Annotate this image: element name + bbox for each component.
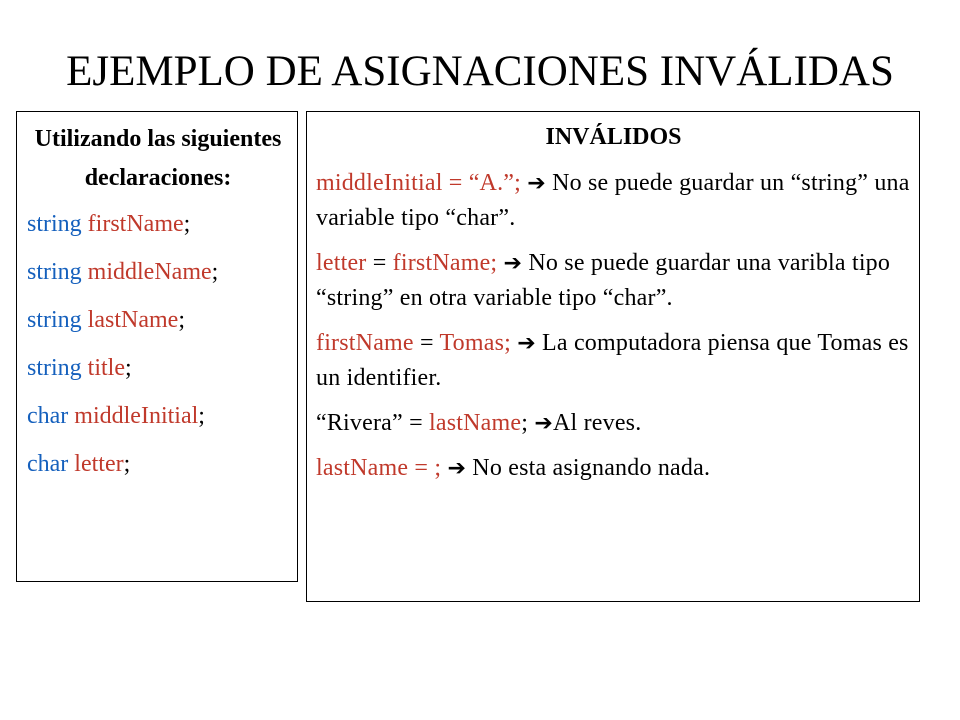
arrow-right-icon: ➔ xyxy=(517,331,536,356)
identifier: title xyxy=(87,355,125,381)
code-fragment: lastName xyxy=(429,410,522,436)
identifier: letter xyxy=(74,451,124,477)
type-keyword: string xyxy=(27,307,82,333)
identifier: middleInitial xyxy=(74,403,199,429)
arrow-right-icon: ➔ xyxy=(447,456,467,481)
invalid-example xyxy=(316,246,911,316)
invalid-example xyxy=(316,451,911,486)
explanation: Al reves. xyxy=(552,410,642,436)
code-fragment: letter xyxy=(316,250,367,276)
explanation: No se puede guardar una varibla tipo “string” en otra variable tipo “char”. xyxy=(316,250,891,311)
type-keyword: string xyxy=(27,259,82,285)
declaration-line xyxy=(27,209,289,239)
code-fragment: “Rivera” = xyxy=(316,410,430,436)
type-keyword: char xyxy=(27,403,69,429)
arrow-right-icon: ➔ xyxy=(527,171,546,196)
semicolon: ; xyxy=(125,355,132,381)
invalid-example xyxy=(316,326,911,396)
semicolon: ; xyxy=(211,259,219,285)
arrow-right-icon: ➔ xyxy=(534,411,553,436)
code-fragment: firstName xyxy=(316,330,414,356)
explanation: La computadora piensa que Tomas es un identifier. xyxy=(316,330,909,391)
arrow-right-icon: ➔ xyxy=(503,251,523,276)
code-fragment: lastName = ; xyxy=(316,455,442,481)
invalid-example xyxy=(316,166,911,236)
explanation: No se puede guardar un “string” una variable tipo “char”. xyxy=(316,170,910,231)
declarations-panel xyxy=(16,111,298,582)
code-fragment: Tomas; xyxy=(439,330,511,356)
declaration-line xyxy=(27,257,289,287)
type-keyword: string xyxy=(27,355,82,381)
semicolon: ; xyxy=(123,451,131,477)
semicolon: ; xyxy=(198,403,205,429)
declaration-line xyxy=(27,449,289,479)
code-fragment: = xyxy=(413,330,440,356)
explanation: No esta asignando nada. xyxy=(472,455,711,481)
identifier: lastName xyxy=(87,307,179,333)
identifier: firstName xyxy=(87,211,184,237)
invalid-example xyxy=(316,406,911,441)
slide-title: EJEMPLO DE ASIGNACIONES INVÁLIDAS xyxy=(66,48,894,95)
declaration-line xyxy=(27,353,289,383)
invalid-examples-panel xyxy=(306,111,920,602)
declaration-line xyxy=(27,305,289,335)
type-keyword: string xyxy=(27,211,82,237)
type-keyword: char xyxy=(27,451,69,477)
semicolon: ; xyxy=(183,211,191,237)
declarations-heading: Utilizando las siguientes declaraciones: xyxy=(34,126,282,191)
declaration-line xyxy=(27,401,289,431)
invalid-heading: INVÁLIDOS xyxy=(545,124,682,150)
semicolon: ; xyxy=(178,307,185,333)
code-fragment: middleInitial = “A.”; xyxy=(316,170,522,196)
code-fragment: firstName; xyxy=(392,250,498,276)
code-fragment: = xyxy=(366,250,393,276)
identifier: middleName xyxy=(87,259,212,285)
code-fragment: ; xyxy=(521,410,529,436)
